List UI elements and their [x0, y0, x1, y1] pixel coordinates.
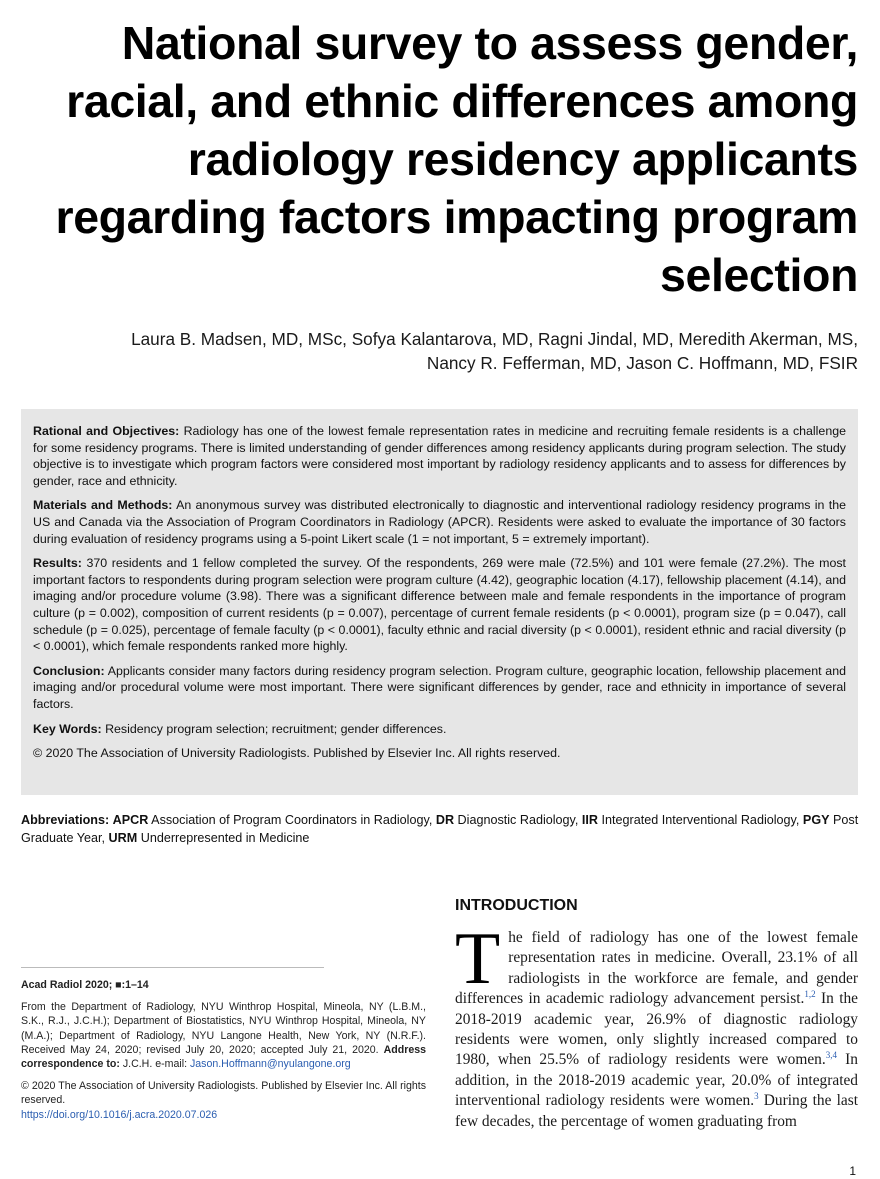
- abbreviations: Abbreviations: APCR Association of Program Coordinators in Radiology, DR Diagnostic Radiology, IIR Integrated Interventional Radiology, PGY Post Graduate Year, URM Underrepresented in Medicine: [21, 813, 859, 845]
- abstract-copyright: © 2020 The Association of University Radiologists. Published by Elsevier Inc. All rights reserved.: [33, 746, 561, 761]
- affiliations: From the Department of Radiology, NYU Winthrop Hospital, Mineola, NY (L.B.M., S.K., R.J., J.C.H.); Department of Biostatistics, NYU Winthrop Hospital, Mineola, NY (M.A.); Department of Radiology, NYU Langone Health, New York, NY (N.R.F.). Received May 24, 2020; revised July 20, 2020; accepted July 21, 2020. Address correspondence to: J.C.H. e-mail: Jason.Hoffmann@nyulangone.org: [21, 1001, 426, 1071]
- citation-link[interactable]: 1,2: [804, 989, 816, 1000]
- author-line: Nancy R. Fefferman, MD, Jason C. Hoffmann, MD, FSIR: [426, 353, 858, 373]
- page-number: 1: [849, 1164, 856, 1178]
- section-label: Rational and Objectives:: [33, 424, 180, 438]
- abstract-conclusion: Conclusion: Applicants consider many factors during residency program selection. Program culture, geographic location, fellowship placement and imaging and/or procedural volume were most important. There were significant differences by gender, race and ethnicity in importance of several factors.: [33, 663, 846, 711]
- abbreviations-label: Abbreviations:: [21, 813, 110, 827]
- abstract-objectives: Rational and Objectives: Radiology has one of the lowest female representation rates in medicine and recruiting female residents is a challenge for some residency programs. There is limited understanding of gender differences among residency applicants during program selection. The study objective is to investigate which program factors were considered most important by radiology residency applicants and to assess for differences by gender, race and ethnicity.: [33, 424, 846, 488]
- article-title: National survey to assess gender, racial, and ethnic differences among radiology residency applicants regarding factors impacting program selection: [55, 17, 858, 301]
- section-label: Materials and Methods:: [33, 498, 173, 513]
- citation-link[interactable]: 3,4: [825, 1050, 837, 1061]
- introduction-heading: INTRODUCTION: [455, 897, 578, 914]
- email-link[interactable]: Jason.Hoffmann@nyulangone.org: [189, 1058, 351, 1071]
- doi-link[interactable]: https://doi.org/10.1016/j.acra.2020.07.026: [21, 1108, 218, 1121]
- article-info: [21, 978, 426, 1130]
- section-label: Conclusion:: [33, 663, 105, 678]
- footnote-divider: [21, 967, 324, 968]
- abstract-methods: Materials and Methods: An anonymous survey was distributed electronically to diagnostic and interventional radiology residency programs in the US and Canada via the Association of Program Coordinators in Radiology (APCR). Residents were asked to evaluate the importance of 30 factors during evaluation of residency programs using a 5-point Likert scale (1 = not important, 5 = extremely important).: [33, 498, 846, 546]
- citation-link[interactable]: 3: [754, 1091, 759, 1102]
- abstract-results: Results: 370 residents and 1 fellow completed the survey. Of the respondents, 269 were male (72.5%) and 101 were female (27.2%). The most important factors to respondents during program selection were program culture (4.42), geographic location (4.17), fellowship placement (4.14), and imaging and/or procedure volume (3.98). There was a significant difference between male and female respondents in the importance of program culture (p = 0.002), composition of current residents (p = 0.007), percentage of current female residents (p < 0.0001), program size (p = 0.047), call schedule (p = 0.025), percentage of female faculty (p < 0.0001), faculty ethnic and racial diversity (p < 0.0001), resident ethnic and racial diversity (p < 0.0001), which female respondents ranked more highly.: [33, 556, 846, 654]
- author-line: Laura B. Madsen, MD, MSc, Sofya Kalantarova, MD, Ragni Jindal, MD, Meredith Akerman, MS,: [131, 329, 858, 349]
- author-list: [18, 327, 858, 375]
- info-copyright: © 2020 The Association of University Radiologists. Published by Elsevier Inc. All rights reserved.: [21, 1080, 426, 1107]
- introduction-body: The field of radiology has one of the lowest female representation rates in medicine. Overall, 23.1% of all radiologists in the workforce are female, and gender differences in academic radiology advancement persist.$^{1,2}$ In the 2018-2019 academic year, 26.9% of diagnostic radiology residents were women, only slightly increased compared to 1980, when 25.5% of radiology residents were women.$^{3,4}$ In addition, in the 2018-2019 academic year, 20.0% of integrated interventional radiology residents were women.$^3$ During the last few decades, the percentage of women graduating from: [455, 918, 858, 1130]
- drop-cap: T: [455, 918, 501, 1000]
- abstract-box: [21, 409, 858, 795]
- abstract-keywords: Key Words: Residency program selection; recruitment; gender differences.: [33, 721, 447, 736]
- section-label: Results:: [33, 556, 82, 571]
- section-label: Key Words:: [33, 721, 102, 736]
- journal-citation: Acad Radiol 2020; ■:1–14: [21, 979, 149, 991]
